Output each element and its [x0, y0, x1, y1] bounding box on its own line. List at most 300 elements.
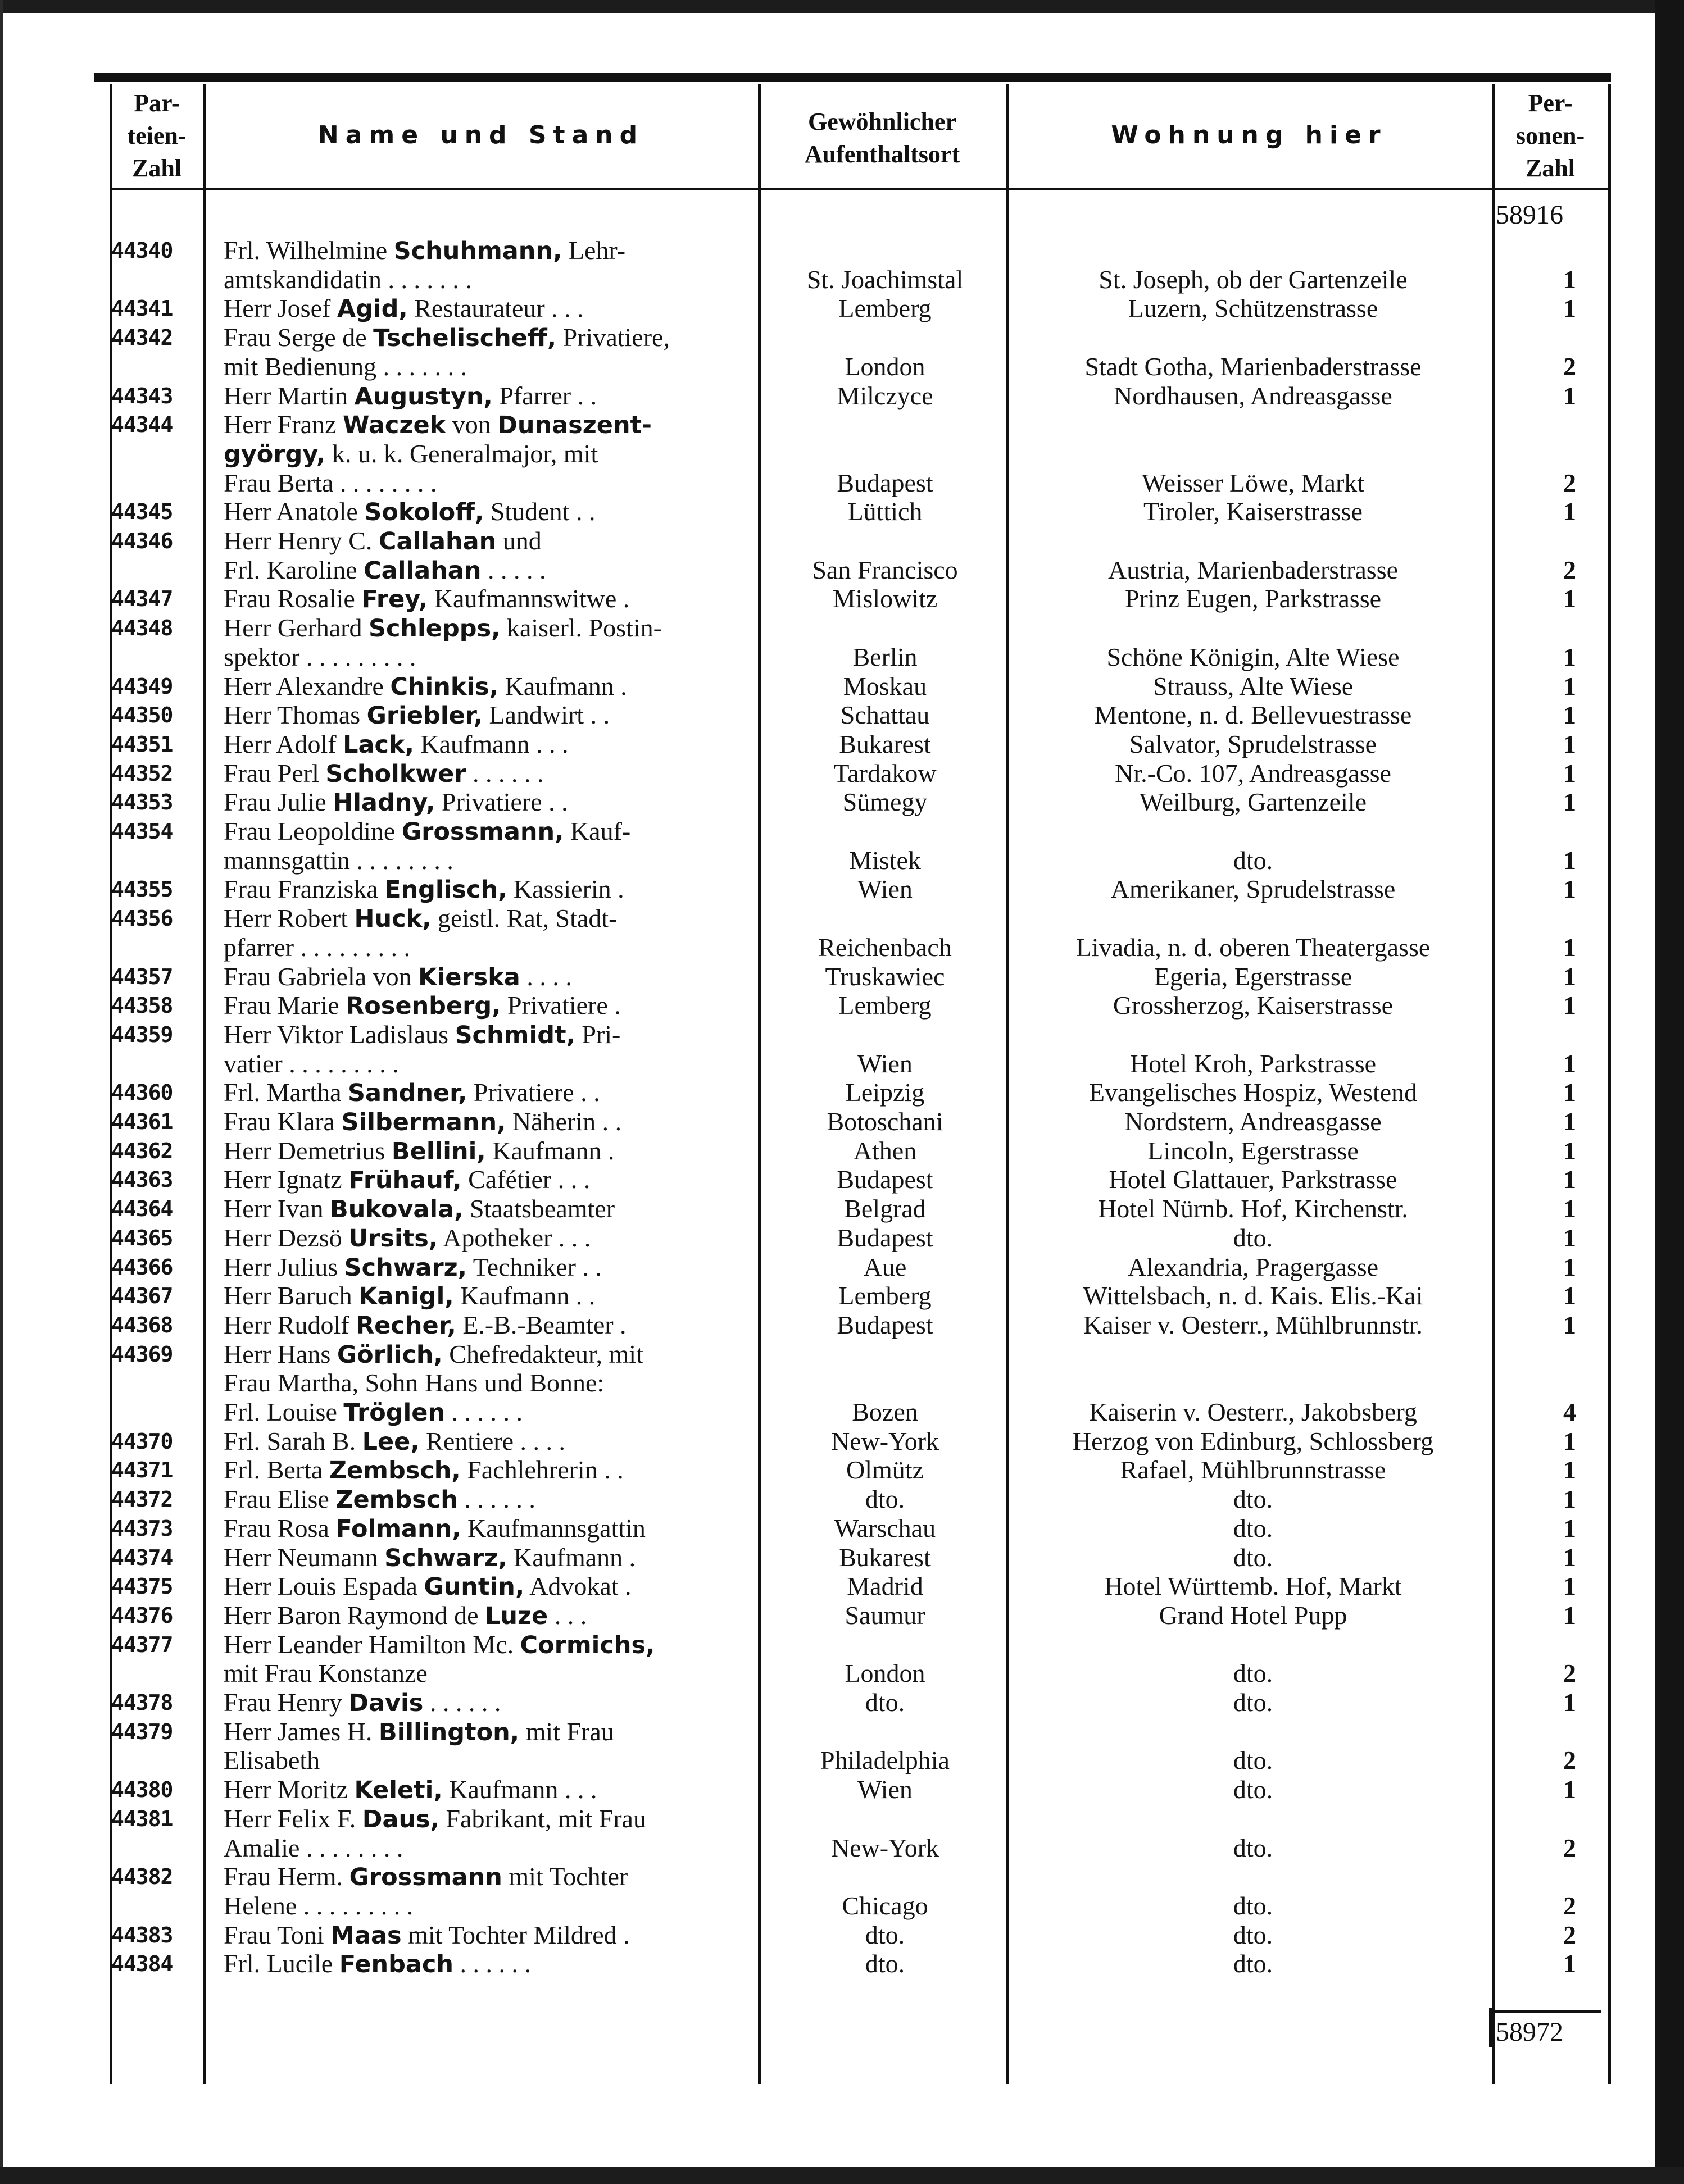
person-count: 1	[1563, 1049, 1576, 1078]
table-row	[0, 1223, 1684, 1253]
table-row	[0, 1281, 1684, 1311]
guest-name: mit Frau Konstanze	[224, 1659, 428, 1688]
guest-name: Frau Serge de Tschelischeff, Privatiere,	[224, 323, 670, 353]
person-count: 1	[1563, 845, 1576, 875]
residence-here: Mentone, n. d. Bellevuestrasse	[1094, 700, 1412, 730]
table-row	[0, 1688, 1684, 1717]
person-count: 2	[1563, 352, 1576, 381]
party-number: 44351	[111, 731, 173, 757]
usual-residence: New-York	[830, 1426, 939, 1455]
table-row	[0, 1107, 1684, 1136]
residence-here: dto.	[1233, 1659, 1273, 1688]
party-number: 44368	[111, 1312, 173, 1337]
party-number: 44377	[111, 1632, 173, 1657]
table-row	[0, 730, 1684, 759]
residence-here: Livadia, n. d. oberen Theatergasse	[1075, 932, 1431, 962]
table-row	[0, 672, 1684, 701]
table-row	[0, 1891, 1684, 1921]
person-count: 1	[1563, 1223, 1576, 1252]
table-row	[0, 788, 1684, 817]
guest-name: Herr Dezsö Ursits, Apotheker . . .	[224, 1223, 591, 1253]
guest-name: Herr Neumann Schwarz, Kaufmann .	[224, 1543, 636, 1572]
table-row	[0, 497, 1684, 526]
usual-residence: Chicago	[842, 1891, 928, 1920]
table-row	[0, 1717, 1684, 1746]
residence-here: Lincoln, Egerstrasse	[1147, 1136, 1359, 1165]
guest-name: Frau Herm. Grossmann mit Tochter	[224, 1862, 628, 1892]
person-count: 1	[1563, 1310, 1576, 1339]
usual-residence: San Francisco	[812, 555, 958, 584]
table-row	[0, 584, 1684, 613]
table-row	[0, 1253, 1684, 1282]
party-number: 44344	[111, 412, 173, 438]
usual-residence: Mistek	[849, 845, 921, 875]
guest-name: amtskandidatin . . . . . . .	[224, 265, 473, 294]
table-row	[0, 294, 1684, 323]
guest-name: györgy, k. u. k. Generalmajor, mit	[224, 439, 598, 468]
residence-here: Grand Hotel Pupp	[1159, 1600, 1347, 1630]
guest-name: Herr Baron Raymond de Luze . . .	[224, 1600, 587, 1630]
header-usual-residence: Gewöhnlicher Aufenthaltsort	[804, 108, 960, 168]
table-row	[0, 323, 1684, 352]
residence-here: Egeria, Egerstrasse	[1154, 962, 1352, 991]
residence-here: Hotel Kroh, Parkstrasse	[1129, 1049, 1377, 1078]
table-row	[0, 759, 1684, 788]
party-number: 44358	[111, 993, 173, 1018]
residence-here: Alexandria, Pragergasse	[1127, 1252, 1379, 1281]
usual-residence: London	[845, 1659, 925, 1688]
party-number: 44346	[111, 529, 173, 553]
total-box-top	[1489, 2010, 1601, 2013]
guest-name: Frau Henry Davis . . . . . .	[224, 1688, 501, 1717]
usual-residence: London	[845, 352, 925, 381]
table-row	[0, 1340, 1684, 1369]
guest-name: Herr James H. Billington, mit Frau	[224, 1717, 614, 1746]
guest-name: Frau Leopoldine Grossmann, Kauf-	[224, 817, 631, 846]
person-count: 2	[1563, 555, 1576, 584]
party-number: 44371	[111, 1458, 173, 1483]
guest-name: Amalie . . . . . . . .	[224, 1833, 403, 1862]
scan-border-bottom	[0, 2167, 1684, 2184]
person-count: 1	[1563, 1455, 1576, 1485]
party-number: 44366	[111, 1254, 173, 1280]
residence-here: Stadt Gotha, Marienbaderstrasse	[1084, 352, 1422, 381]
guest-name: Frau Marie Rosenberg, Privatiere .	[224, 991, 621, 1021]
guest-name: Frau Martha, Sohn Hans und Bonne:	[224, 1368, 605, 1398]
table-row	[0, 1775, 1684, 1804]
table-row	[0, 381, 1684, 411]
person-count: 1	[1563, 875, 1576, 904]
usual-residence: Sümegy	[842, 788, 928, 817]
table-row	[0, 1804, 1684, 1833]
guest-name: Herr Louis Espada Guntin, Advokat .	[224, 1572, 632, 1601]
person-count: 1	[1563, 758, 1576, 788]
residence-here: Nordstern, Andreasgasse	[1124, 1107, 1382, 1136]
table-row	[0, 1427, 1684, 1456]
residence-here: dto.	[1233, 1833, 1273, 1862]
residence-here: Grossherzog, Kaiserstrasse	[1113, 991, 1394, 1020]
table-row	[0, 962, 1684, 991]
table-row	[0, 556, 1684, 585]
usual-residence: Belgrad	[844, 1194, 926, 1223]
usual-residence: dto.	[865, 1949, 905, 1978]
table-row	[0, 1921, 1684, 1950]
person-count: 1	[1563, 962, 1576, 991]
usual-residence: Madrid	[847, 1572, 923, 1601]
table-row	[0, 1368, 1684, 1398]
table-row	[0, 643, 1684, 672]
residence-here: St. Joseph, ob der Gartenzeile	[1099, 265, 1408, 294]
guest-name: Herr Ignatz Frühauf, Cafétier . . .	[224, 1165, 591, 1195]
party-number: 44369	[111, 1341, 173, 1367]
usual-residence: Lemberg	[838, 1281, 932, 1311]
person-count: 1	[1563, 1194, 1576, 1223]
person-count: 2	[1563, 468, 1576, 497]
party-number: 44364	[111, 1196, 173, 1222]
guest-name: Helene . . . . . . . . .	[224, 1891, 414, 1920]
guest-name: Herr Moritz Keleti, Kaufmann . . .	[224, 1775, 597, 1805]
table-row	[0, 933, 1684, 962]
table-row	[0, 875, 1684, 904]
party-number: 44362	[111, 1138, 173, 1163]
usual-residence: Athen	[853, 1136, 917, 1165]
usual-residence: Berlin	[852, 642, 918, 671]
party-number: 44359	[111, 1022, 173, 1047]
guest-name: Herr Henry C. Callahan und	[224, 526, 542, 556]
usual-residence: dto.	[865, 1688, 905, 1717]
usual-residence: Lemberg	[838, 991, 932, 1020]
guest-name: mannsgattin . . . . . . . .	[224, 845, 453, 875]
residence-here: Rafael, Mühlbrunnstrasse	[1120, 1455, 1386, 1485]
usual-residence: Leipzig	[845, 1078, 925, 1107]
party-number: 44342	[111, 325, 173, 351]
party-number: 44349	[111, 674, 173, 699]
guest-name: Herr Alexandre Chinkis, Kaufmann .	[224, 671, 627, 701]
residence-here: dto.	[1233, 1775, 1273, 1804]
table-row	[0, 1165, 1684, 1194]
person-count: 1	[1563, 1165, 1576, 1194]
usual-residence: Wien	[857, 875, 913, 904]
guest-name: Herr Demetrius Bellini, Kaufmann .	[224, 1136, 615, 1166]
guest-name: Herr Leander Hamilton Mc. Cormichs,	[224, 1630, 655, 1659]
usual-residence: St. Joachimstal	[806, 265, 964, 294]
person-count: 2	[1563, 1833, 1576, 1862]
person-count: 1	[1563, 932, 1576, 962]
header-residence-here: Wohnung hier	[1111, 121, 1387, 149]
residence-here: Austria, Marienbaderstrasse	[1107, 555, 1399, 584]
person-count: 2	[1563, 1891, 1576, 1920]
person-count: 1	[1563, 1513, 1576, 1543]
table-row	[0, 1136, 1684, 1166]
usual-residence: Lemberg	[838, 294, 932, 323]
usual-residence: Botoschani	[827, 1107, 943, 1136]
person-count: 1	[1563, 1949, 1576, 1978]
residence-here: Hotel Glattauer, Parkstrasse	[1109, 1165, 1397, 1194]
table-row	[0, 1455, 1684, 1485]
person-count: 1	[1563, 1485, 1576, 1514]
table-row	[0, 817, 1684, 846]
residence-here: Kaiser v. Oesterr., Mühlbrunnstr.	[1083, 1310, 1423, 1339]
party-number: 44356	[111, 906, 173, 931]
usual-residence: dto.	[865, 1485, 905, 1514]
party-number: 44370	[111, 1428, 173, 1454]
guest-name: spektor . . . . . . . . .	[224, 642, 416, 671]
guest-name: Frl. Berta Zembsch, Fachlehrerin . .	[224, 1455, 624, 1485]
party-number: 44343	[111, 383, 173, 408]
party-number: 44384	[111, 1951, 173, 1977]
guest-name: Herr Hans Görlich, Chefredakteur, mit	[224, 1339, 643, 1369]
usual-residence: Truskawiec	[825, 962, 945, 991]
usual-residence: Wien	[857, 1049, 913, 1078]
usual-residence: New-York	[830, 1833, 939, 1862]
residence-here: Prinz Eugen, Parkstrasse	[1124, 584, 1382, 613]
person-count: 1	[1563, 265, 1576, 294]
residence-here: dto.	[1233, 1920, 1273, 1949]
guest-name: Herr Josef Agid, Restaurateur . . .	[224, 294, 584, 324]
table-row	[0, 846, 1684, 875]
residence-here: Evangelisches Hospiz, Westend	[1088, 1078, 1418, 1107]
usual-residence: Bukarest	[839, 729, 931, 758]
table-row	[0, 1659, 1684, 1688]
residence-here: Nordhausen, Andreasgasse	[1114, 381, 1392, 410]
party-number: 44365	[111, 1225, 173, 1250]
table-row	[0, 1862, 1684, 1891]
usual-residence: Tardakow	[833, 758, 937, 788]
guest-name: Herr Gerhard Schlepps, kaiserl. Postin-	[224, 613, 662, 643]
person-count: 1	[1563, 294, 1576, 323]
usual-residence: dto.	[865, 1920, 905, 1949]
guest-name: Herr Ivan Bukovala, Staatsbeamter	[224, 1194, 615, 1224]
usual-residence: Budapest	[837, 1223, 933, 1252]
guest-name: Frau Rosalie Frey, Kaufmannswitwe .	[224, 584, 630, 614]
header-rule	[110, 188, 1611, 190]
person-count: 4	[1563, 1398, 1576, 1426]
person-count: 1	[1563, 671, 1576, 700]
party-number: 44381	[111, 1806, 173, 1831]
person-count: 1	[1563, 729, 1576, 758]
person-count: 1	[1563, 1600, 1576, 1630]
party-number: 44353	[111, 790, 173, 815]
guest-name: Herr Martin Augustyn, Pfarrer . .	[224, 381, 597, 411]
residence-here: Nr.-Co. 107, Andreasgasse	[1115, 758, 1391, 788]
guest-name: Frau Klara Silbermann, Näherin . .	[224, 1107, 622, 1136]
person-count: 1	[1563, 1252, 1576, 1281]
guest-name: Frau Berta . . . . . . . .	[224, 468, 437, 497]
party-number: 44383	[111, 1922, 173, 1948]
residence-here: dto.	[1233, 1223, 1273, 1252]
party-number: 44341	[111, 296, 173, 321]
usual-residence: Reichenbach	[818, 932, 952, 962]
residence-here: Kaiserin v. Oesterr., Jakobsberg	[1089, 1398, 1417, 1426]
person-count: 2	[1563, 1746, 1576, 1775]
usual-residence: Budapest	[837, 1310, 933, 1339]
residence-here: dto.	[1233, 845, 1273, 875]
party-number: 44350	[111, 703, 173, 728]
party-number: 44373	[111, 1516, 173, 1541]
person-count: 1	[1563, 788, 1576, 817]
guest-name: Herr Rudolf Recher, E.-B.-Beamter .	[224, 1310, 627, 1340]
person-count: 1	[1563, 497, 1576, 526]
person-count: 1	[1563, 1543, 1576, 1572]
table-row	[0, 1833, 1684, 1863]
header-persons: Per- sonen- Zahl	[1515, 89, 1585, 182]
scan-border-top	[0, 0, 1684, 13]
table-row	[0, 468, 1684, 498]
residence-here: Strauss, Alte Wiese	[1152, 671, 1354, 700]
guest-name: Frau Franziska Englisch, Kassierin .	[224, 875, 624, 904]
party-number: 44347	[111, 586, 173, 612]
header-name-and-status: Name und Stand	[317, 121, 644, 149]
usual-residence: Budapest	[837, 1165, 933, 1194]
guest-name: Herr Thomas Griebler, Landwirt . .	[224, 700, 610, 730]
usual-residence: Lüttich	[847, 497, 923, 526]
table-row	[0, 1049, 1684, 1079]
table-row	[0, 1601, 1684, 1630]
residence-here: dto.	[1233, 1746, 1273, 1775]
final-total: 58972	[1496, 2017, 1563, 2047]
party-number: 44345	[111, 499, 173, 525]
usual-residence: Mislowitz	[832, 584, 938, 613]
party-number: 44380	[111, 1777, 173, 1803]
residence-here: Salvator, Sprudelstrasse	[1129, 729, 1377, 758]
party-number: 44382	[111, 1864, 173, 1890]
person-count: 1	[1563, 991, 1576, 1020]
residence-here: Herzog von Edinburg, Schlossberg	[1072, 1426, 1434, 1455]
table-row	[0, 352, 1684, 381]
guest-name: Herr Adolf Lack, Kaufmann . . .	[224, 729, 569, 759]
guest-name: Frau Gabriela von Kierska . . . .	[224, 962, 572, 991]
party-number: 44357	[111, 964, 173, 989]
party-number: 44367	[111, 1284, 173, 1309]
guest-name: Herr Baruch Kanigl, Kaufmann . .	[224, 1281, 596, 1311]
usual-residence: Bozen	[852, 1398, 918, 1426]
usual-residence: Aue	[863, 1252, 907, 1281]
table-row	[0, 1514, 1684, 1543]
person-count: 1	[1563, 1107, 1576, 1136]
table-row	[0, 1572, 1684, 1601]
table-row	[0, 410, 1684, 439]
residence-here: Luzern, Schützenstrasse	[1128, 294, 1378, 323]
residence-here: dto.	[1233, 1485, 1273, 1514]
party-number: 44355	[111, 877, 173, 902]
residence-here: Hotel Württemb. Hof, Markt	[1104, 1572, 1402, 1601]
party-number: 44374	[111, 1545, 173, 1570]
usual-residence: Philadelphia	[820, 1746, 950, 1775]
table-row	[0, 613, 1684, 643]
person-count: 1	[1563, 1078, 1576, 1107]
guest-name: Herr Robert Huck, geistl. Rat, Stadt-	[224, 904, 618, 934]
usual-residence: Saumur	[845, 1600, 925, 1630]
guest-name: Frl. Wilhelmine Schuhmann, Lehr-	[224, 236, 626, 265]
party-number: 44340	[111, 238, 173, 263]
person-count: 1	[1563, 381, 1576, 410]
guest-name: Frau Rosa Folmann, Kaufmannsgattin	[224, 1513, 646, 1543]
usual-residence: Moskau	[843, 671, 927, 700]
carry-forward-total: 58916	[1496, 200, 1563, 230]
table-row	[0, 991, 1684, 1020]
guest-name: Elisabeth	[224, 1746, 320, 1775]
residence-here: Schöne Königin, Alte Wiese	[1106, 642, 1400, 671]
residence-here: Wittelsbach, n. d. Kais. Elis.-Kai	[1083, 1281, 1423, 1311]
residence-here: Tiroler, Kaiserstrasse	[1143, 497, 1363, 526]
header-party-number: Par- teien- Zahl	[127, 89, 187, 182]
person-count: 1	[1563, 1281, 1576, 1311]
guest-name: Herr Viktor Ladislaus Schmidt, Pri-	[224, 1020, 621, 1049]
table-row	[0, 1630, 1684, 1659]
table-row	[0, 1398, 1684, 1427]
guest-name: Frau Toni Maas mit Tochter Mildred .	[224, 1920, 630, 1950]
table-row	[0, 700, 1684, 730]
usual-residence: Budapest	[837, 468, 933, 497]
person-count: 1	[1563, 700, 1576, 730]
person-count: 1	[1563, 1136, 1576, 1165]
usual-residence: Wien	[857, 1775, 913, 1804]
guest-name: Frl. Martha Sandner, Privatiere . .	[224, 1078, 600, 1108]
guest-name: Frl. Louise Tröglen . . . . . .	[224, 1398, 523, 1427]
table-row	[0, 904, 1684, 933]
residence-here: dto.	[1233, 1543, 1273, 1572]
person-count: 1	[1563, 584, 1576, 613]
guest-name: pfarrer . . . . . . . . .	[224, 932, 411, 962]
residence-here: Weilburg, Gartenzeile	[1139, 788, 1367, 817]
party-number: 44363	[111, 1167, 173, 1193]
table-row	[0, 1543, 1684, 1572]
table-row	[0, 236, 1684, 265]
guest-name: Frl. Sarah B. Lee, Rentiere . . . .	[224, 1426, 565, 1456]
table-row	[0, 439, 1684, 468]
guest-name: Frau Julie Hladny, Privatiere . .	[224, 788, 568, 817]
residence-here: Amerikaner, Sprudelstrasse	[1110, 875, 1396, 904]
table-row	[0, 1078, 1684, 1107]
person-count: 1	[1563, 1688, 1576, 1717]
party-number: 44376	[111, 1603, 173, 1628]
person-count: 1	[1563, 1426, 1576, 1455]
person-count: 1	[1563, 1572, 1576, 1601]
top-rule	[94, 73, 1611, 82]
guest-name: Frl. Lucile Fenbach . . . . . .	[224, 1949, 531, 1979]
guest-name: Frau Elise Zembsch . . . . . .	[224, 1485, 535, 1514]
party-number: 44348	[111, 616, 173, 641]
guest-name: Herr Julius Schwarz, Techniker . .	[224, 1252, 602, 1282]
party-number: 44360	[111, 1080, 173, 1105]
guest-name: Frl. Karoline Callahan . . . . .	[224, 555, 546, 585]
person-count: 2	[1563, 1659, 1576, 1688]
party-number: 44372	[111, 1487, 173, 1512]
person-count: 2	[1563, 1920, 1576, 1949]
table-row	[0, 1746, 1684, 1775]
table-row	[0, 1020, 1684, 1049]
table-row	[0, 1949, 1684, 1978]
residence-here: dto.	[1233, 1949, 1273, 1978]
party-number: 44378	[111, 1690, 173, 1715]
usual-residence: Warschau	[834, 1513, 936, 1543]
party-number: 44361	[111, 1109, 173, 1134]
usual-residence: Milczyce	[837, 381, 933, 410]
table-row	[0, 526, 1684, 556]
usual-residence: Schattau	[840, 700, 930, 730]
party-number: 44375	[111, 1574, 173, 1599]
residence-here: Hotel Nürnb. Hof, Kirchenstr.	[1098, 1194, 1408, 1223]
guest-name: Herr Franz Waczek von Dunaszent-	[224, 410, 652, 440]
usual-residence: Bukarest	[839, 1543, 931, 1572]
table-row	[0, 1194, 1684, 1223]
usual-residence: Olmütz	[846, 1455, 924, 1485]
person-count: 1	[1563, 642, 1576, 671]
guest-name: mit Bedienung . . . . . . .	[224, 352, 467, 381]
party-number: 44352	[111, 761, 173, 786]
party-number: 44379	[111, 1719, 173, 1744]
residence-here: Weisser Löwe, Markt	[1141, 468, 1365, 497]
